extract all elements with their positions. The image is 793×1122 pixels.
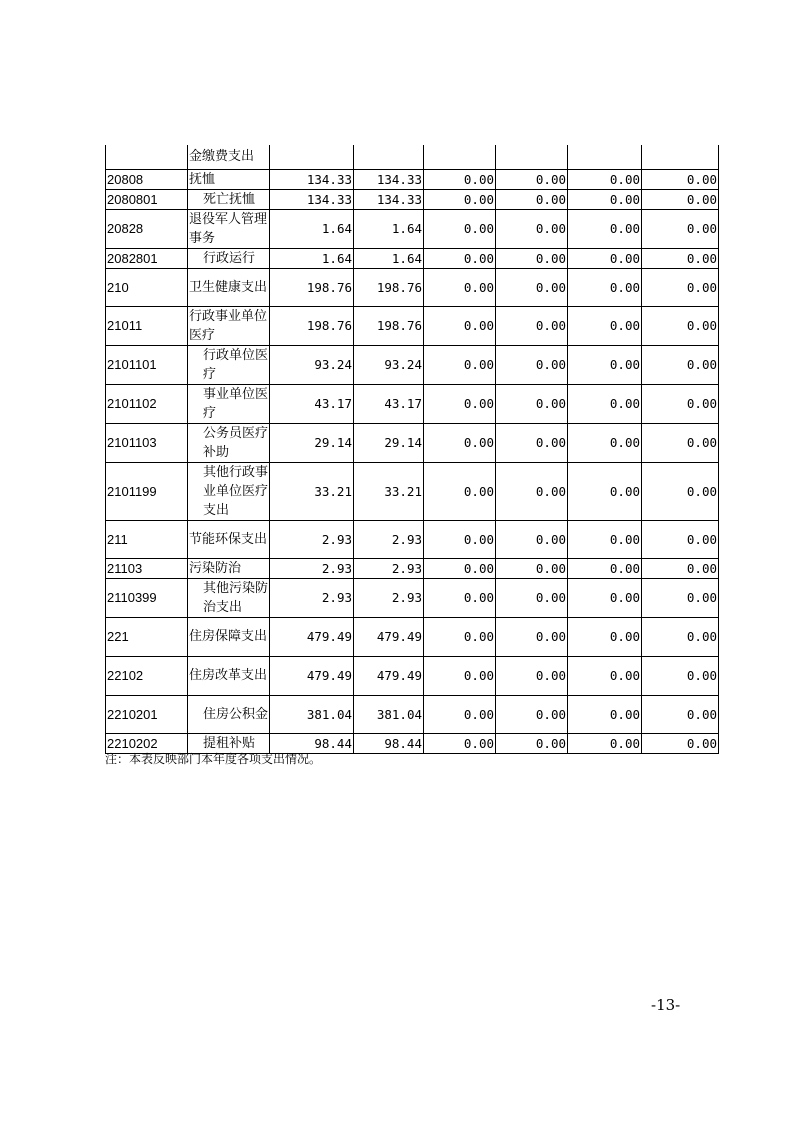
subject-name-cell: 卫生健康支出: [188, 268, 270, 306]
amount-cell-1: 134.33: [270, 169, 354, 189]
table-row: [106, 169, 719, 189]
amount-cell-1: 29.14: [270, 423, 354, 462]
amount-cell-2: 1.64: [354, 248, 424, 268]
amount-cell-4: 0.00: [496, 578, 568, 617]
amount-cell-5: 0.00: [568, 558, 642, 578]
amount-cell-1: 1.64: [270, 209, 354, 248]
amount-cell-4: 0.00: [496, 306, 568, 345]
amount-cell-3: 0.00: [424, 423, 496, 462]
amount-cell-4: 0.00: [496, 558, 568, 578]
amount-cell-4: 0.00: [496, 384, 568, 423]
subject-code-cell: 221: [106, 617, 188, 656]
amount-cell-3: 0.00: [424, 268, 496, 306]
amount-cell-1: 2.93: [270, 520, 354, 558]
amount-cell-6: [642, 145, 719, 169]
amount-cell-1: 381.04: [270, 695, 354, 733]
table-row: [106, 189, 719, 209]
subject-name-cell: 其他行政事业单位医疗支出: [188, 462, 270, 520]
amount-cell-3: 0.00: [424, 733, 496, 753]
amount-cell-1: 98.44: [270, 733, 354, 753]
amount-cell-5: 0.00: [568, 462, 642, 520]
amount-cell-1: 43.17: [270, 384, 354, 423]
amount-cell-2: 2.93: [354, 578, 424, 617]
amount-cell-2: 98.44: [354, 733, 424, 753]
amount-cell-2: 93.24: [354, 345, 424, 384]
page-number: -13-: [651, 996, 681, 1014]
subject-name-cell: 节能环保支出: [188, 520, 270, 558]
subject-name-cell: 行政事业单位医疗: [188, 306, 270, 345]
amount-cell-6: 0.00: [642, 656, 719, 695]
amount-cell-6: 0.00: [642, 695, 719, 733]
amount-cell-5: 0.00: [568, 209, 642, 248]
amount-cell-6: 0.00: [642, 384, 719, 423]
amount-cell-4: 0.00: [496, 248, 568, 268]
amount-cell-4: [496, 145, 568, 169]
subject-code-cell: 2110399: [106, 578, 188, 617]
table-row: [106, 345, 719, 384]
amount-cell-3: 0.00: [424, 306, 496, 345]
table-row: [106, 656, 719, 695]
subject-code-cell: 2101199: [106, 462, 188, 520]
amount-cell-3: 0.00: [424, 617, 496, 656]
subject-code-cell: 2082801: [106, 248, 188, 268]
expenditure-table: [105, 145, 719, 754]
subject-name-cell: 金缴费支出: [188, 145, 270, 169]
amount-cell-3: 0.00: [424, 384, 496, 423]
amount-cell-2: 33.21: [354, 462, 424, 520]
amount-cell-3: 0.00: [424, 169, 496, 189]
amount-cell-3: 0.00: [424, 189, 496, 209]
amount-cell-5: 0.00: [568, 578, 642, 617]
table-row: [106, 520, 719, 558]
subject-code-cell: 2080801: [106, 189, 188, 209]
subject-name-cell: 行政单位医疗: [188, 345, 270, 384]
amount-cell-1: 198.76: [270, 268, 354, 306]
amount-cell-5: 0.00: [568, 423, 642, 462]
subject-code-cell: 22102: [106, 656, 188, 695]
amount-cell-2: 1.64: [354, 209, 424, 248]
amount-cell-2: 134.33: [354, 169, 424, 189]
subject-name-cell: 抚恤: [188, 169, 270, 189]
amount-cell-6: 0.00: [642, 462, 719, 520]
subject-code-cell: 20808: [106, 169, 188, 189]
amount-cell-5: 0.00: [568, 695, 642, 733]
amount-cell-5: [568, 145, 642, 169]
amount-cell-5: 0.00: [568, 268, 642, 306]
subject-code-cell: 21103: [106, 558, 188, 578]
amount-cell-5: 0.00: [568, 169, 642, 189]
amount-cell-2: [354, 145, 424, 169]
table-row: [106, 558, 719, 578]
amount-cell-4: 0.00: [496, 733, 568, 753]
amount-cell-5: 0.00: [568, 656, 642, 695]
amount-cell-4: 0.00: [496, 617, 568, 656]
amount-cell-2: 381.04: [354, 695, 424, 733]
amount-cell-4: 0.00: [496, 695, 568, 733]
subject-code-cell: 20828: [106, 209, 188, 248]
amount-cell-6: 0.00: [642, 345, 719, 384]
amount-cell-6: 0.00: [642, 423, 719, 462]
amount-cell-1: 134.33: [270, 189, 354, 209]
subject-code-cell: 2101101: [106, 345, 188, 384]
amount-cell-2: 479.49: [354, 656, 424, 695]
table-note: 注：本表反映部门本年度各项支出情况。: [105, 752, 322, 766]
subject-code-cell: 2101102: [106, 384, 188, 423]
subject-name-cell: 住房保障支出: [188, 617, 270, 656]
table-row: [106, 578, 719, 617]
subject-code-cell: 2210202: [106, 733, 188, 753]
amount-cell-3: 0.00: [424, 520, 496, 558]
amount-cell-3: 0.00: [424, 209, 496, 248]
amount-cell-4: 0.00: [496, 345, 568, 384]
subject-name-cell: 其他污染防治支出: [188, 578, 270, 617]
amount-cell-5: 0.00: [568, 733, 642, 753]
amount-cell-6: 0.00: [642, 558, 719, 578]
table-row: [106, 145, 719, 169]
amount-cell-4: 0.00: [496, 462, 568, 520]
subject-code-cell: [106, 145, 188, 169]
subject-code-cell: 2210201: [106, 695, 188, 733]
amount-cell-1: [270, 145, 354, 169]
amount-cell-6: 0.00: [642, 189, 719, 209]
amount-cell-6: 0.00: [642, 306, 719, 345]
amount-cell-2: 2.93: [354, 558, 424, 578]
amount-cell-5: 0.00: [568, 520, 642, 558]
amount-cell-3: 0.00: [424, 248, 496, 268]
amount-cell-4: 0.00: [496, 423, 568, 462]
amount-cell-3: [424, 145, 496, 169]
amount-cell-2: 29.14: [354, 423, 424, 462]
subject-name-cell: 提租补贴: [188, 733, 270, 753]
subject-code-cell: 21011: [106, 306, 188, 345]
subject-code-cell: 2101103: [106, 423, 188, 462]
table-row: [106, 268, 719, 306]
subject-name-cell: 住房改革支出: [188, 656, 270, 695]
amount-cell-2: 479.49: [354, 617, 424, 656]
table-row: [106, 617, 719, 656]
amount-cell-1: 2.93: [270, 558, 354, 578]
table-row: [106, 423, 719, 462]
subject-code-cell: 211: [106, 520, 188, 558]
amount-cell-5: 0.00: [568, 384, 642, 423]
amount-cell-6: 0.00: [642, 209, 719, 248]
subject-name-cell: 退役军人管理事务: [188, 209, 270, 248]
subject-name-cell: 公务员医疗补助: [188, 423, 270, 462]
amount-cell-5: 0.00: [568, 248, 642, 268]
amount-cell-6: 0.00: [642, 248, 719, 268]
table-row: [106, 695, 719, 733]
amount-cell-6: 0.00: [642, 169, 719, 189]
table-row: [106, 209, 719, 248]
subject-code-cell: 210: [106, 268, 188, 306]
amount-cell-2: 2.93: [354, 520, 424, 558]
amount-cell-5: 0.00: [568, 617, 642, 656]
amount-cell-2: 198.76: [354, 268, 424, 306]
amount-cell-3: 0.00: [424, 656, 496, 695]
amount-cell-4: 0.00: [496, 189, 568, 209]
amount-cell-3: 0.00: [424, 462, 496, 520]
amount-cell-2: 198.76: [354, 306, 424, 345]
amount-cell-3: 0.00: [424, 695, 496, 733]
table-row: [106, 306, 719, 345]
amount-cell-6: 0.00: [642, 520, 719, 558]
amount-cell-1: 33.21: [270, 462, 354, 520]
amount-cell-3: 0.00: [424, 558, 496, 578]
amount-cell-6: 0.00: [642, 617, 719, 656]
amount-cell-1: 93.24: [270, 345, 354, 384]
amount-cell-6: 0.00: [642, 268, 719, 306]
amount-cell-3: 0.00: [424, 345, 496, 384]
amount-cell-3: 0.00: [424, 578, 496, 617]
amount-cell-2: 43.17: [354, 384, 424, 423]
amount-cell-4: 0.00: [496, 656, 568, 695]
amount-cell-1: 198.76: [270, 306, 354, 345]
subject-name-cell: 死亡抚恤: [188, 189, 270, 209]
table-row: [106, 462, 719, 520]
amount-cell-5: 0.00: [568, 306, 642, 345]
amount-cell-4: 0.00: [496, 520, 568, 558]
subject-name-cell: 污染防治: [188, 558, 270, 578]
subject-name-cell: 行政运行: [188, 248, 270, 268]
amount-cell-1: 479.49: [270, 656, 354, 695]
amount-cell-2: 134.33: [354, 189, 424, 209]
amount-cell-4: 0.00: [496, 209, 568, 248]
amount-cell-6: 0.00: [642, 733, 719, 753]
amount-cell-4: 0.00: [496, 169, 568, 189]
amount-cell-1: 479.49: [270, 617, 354, 656]
amount-cell-5: 0.00: [568, 345, 642, 384]
amount-cell-4: 0.00: [496, 268, 568, 306]
table-row: [106, 248, 719, 268]
amount-cell-1: 1.64: [270, 248, 354, 268]
table-body: [106, 145, 719, 753]
amount-cell-5: 0.00: [568, 189, 642, 209]
subject-name-cell: 事业单位医疗: [188, 384, 270, 423]
table-row: [106, 384, 719, 423]
subject-name-cell: 住房公积金: [188, 695, 270, 733]
amount-cell-6: 0.00: [642, 578, 719, 617]
amount-cell-1: 2.93: [270, 578, 354, 617]
